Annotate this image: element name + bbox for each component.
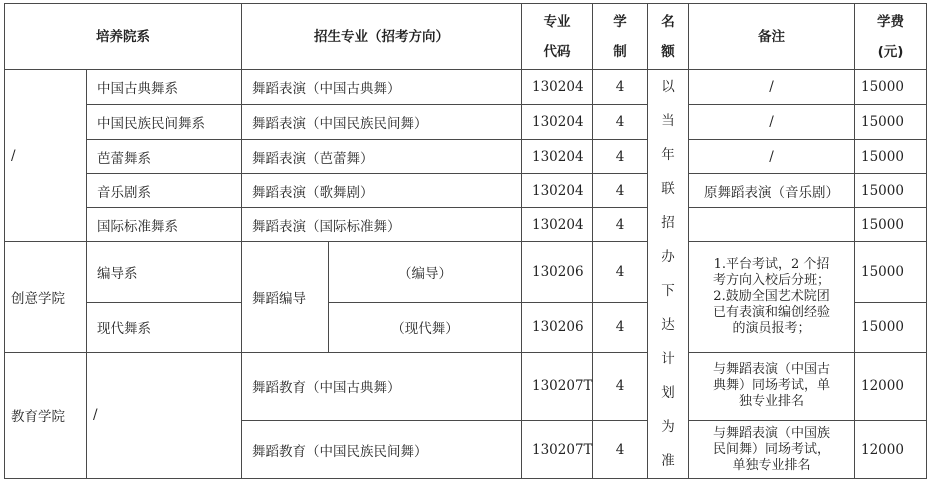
table-row [5,140,927,174]
note-cell [689,208,855,242]
duration-cell: 4 [593,421,648,479]
header-fee [855,4,927,70]
fee-cell: 15000 [855,302,927,352]
fee-cell: 15000 [855,174,927,208]
quota-char: 计 [661,351,675,367]
note-cell: 原舞蹈表演（音乐剧） [689,174,855,208]
header-code-line2: 代码 [543,43,571,60]
header-duration-line1: 学 [613,13,627,30]
table-row [5,174,927,208]
dept-cell: 国际标准舞系 [87,208,242,242]
major-cell: 舞蹈教育（中国民族民间舞） [242,421,522,479]
note-cell [689,421,855,479]
note-line: 典舞）同场考试，单 [712,378,830,394]
major-cell: 舞蹈表演（歌舞剧） [242,174,522,208]
dept-cell: 编导系 [87,242,242,303]
dept-cell: 音乐剧系 [87,174,242,208]
direction-cell: （现代舞） [329,302,522,352]
note-cell: / [689,140,855,174]
header-remarks: 备注 [689,4,855,70]
quota-char: 联 [661,181,675,197]
duration-cell: 4 [593,174,648,208]
dept-cell: 中国民族民间舞系 [87,105,242,140]
quota-char: 为 [661,419,675,435]
quota-char: 准 [661,453,675,469]
header-row [5,4,927,70]
note-line: 独专业排名 [738,394,804,410]
major-cell: 舞蹈表演（芭蕾舞） [242,140,522,174]
college-cell: / [5,70,87,242]
header-quota-line2: 额 [661,43,675,60]
code-cell: 130204 [522,70,593,105]
quota-char: 下 [661,283,675,299]
code-cell: 130207T [522,352,593,421]
header-code [522,4,593,70]
table-row [5,70,927,105]
note-cell [689,242,855,353]
quota-char: 年 [661,147,675,163]
note-cell: / [689,70,855,105]
fee-cell: 15000 [855,140,927,174]
quota-char: 以 [661,79,675,95]
code-cell: 130206 [522,242,593,303]
note-cell [689,352,855,421]
quota-char: 办 [661,249,675,265]
note-line: 的演员报考； [732,320,811,336]
duration-cell: 4 [593,140,648,174]
header-fee-line2: (元) [877,43,904,60]
duration-cell: 4 [593,302,648,352]
note-line: 考方向入校后分班； [712,272,830,288]
header-major: 招生专业（招考方向） [242,4,522,70]
major-cell: 舞蹈编导 [242,242,329,353]
major-cell: 舞蹈表演（国际标准舞） [242,208,522,242]
major-cell: 舞蹈教育（中国古典舞） [242,352,522,421]
fee-cell: 15000 [855,242,927,303]
code-cell: 130206 [522,302,593,352]
quota-char: 达 [661,317,675,333]
dept-cell: 芭蕾舞系 [87,140,242,174]
table-row [5,242,927,303]
quota-char: 划 [661,385,675,401]
header-duration [593,4,648,70]
note-line: 单独专业排名 [732,457,811,473]
header-fee-line1: 学费 [877,13,904,30]
fee-cell: 12000 [855,352,927,421]
dept-cell: 现代舞系 [87,302,242,352]
code-cell: 130207T [522,421,593,479]
duration-cell: 4 [593,242,648,303]
direction-cell: （编导） [329,242,522,303]
college-cell: 创意学院 [5,242,87,353]
fee-cell: 15000 [855,105,927,140]
header-quota [648,4,689,70]
fee-cell: 15000 [855,208,927,242]
header-quota-line1: 名 [661,13,675,30]
quota-vertical-cell [648,70,689,479]
note-line: 与舞蹈表演（中国族 [712,425,830,441]
duration-cell: 4 [593,105,648,140]
note-line: 已有表演和编创经验 [712,304,830,320]
table-row [5,105,927,140]
table-row [5,208,927,242]
fee-cell: 12000 [855,421,927,479]
college-cell: 教育学院 [5,352,87,479]
table-row [5,352,927,421]
code-cell: 130204 [522,105,593,140]
note-cell: / [689,105,855,140]
note-line: 1.平台考试，2 个招 [713,256,830,272]
dept-cell: / [87,352,242,479]
code-cell: 130204 [522,174,593,208]
note-line: 民间舞）同场考试， [712,441,830,457]
header-duration-line2: 制 [613,43,627,60]
major-cell: 舞蹈表演（中国古典舞） [242,70,522,105]
note-line: 2.鼓励全国艺术院团 [713,288,830,304]
header-code-line1: 专业 [543,13,571,30]
note-line: 与舞蹈表演（中国古 [712,362,830,378]
fee-cell: 15000 [855,70,927,105]
header-school: 培养院系 [5,4,242,70]
duration-cell: 4 [593,352,648,421]
duration-cell: 4 [593,208,648,242]
admission-table [4,3,927,479]
code-cell: 130204 [522,208,593,242]
dept-cell: 中国古典舞系 [87,70,242,105]
code-cell: 130204 [522,140,593,174]
quota-char: 当 [661,113,675,129]
duration-cell: 4 [593,70,648,105]
major-cell: 舞蹈表演（中国民族民间舞） [242,105,522,140]
quota-char: 招 [661,215,675,231]
